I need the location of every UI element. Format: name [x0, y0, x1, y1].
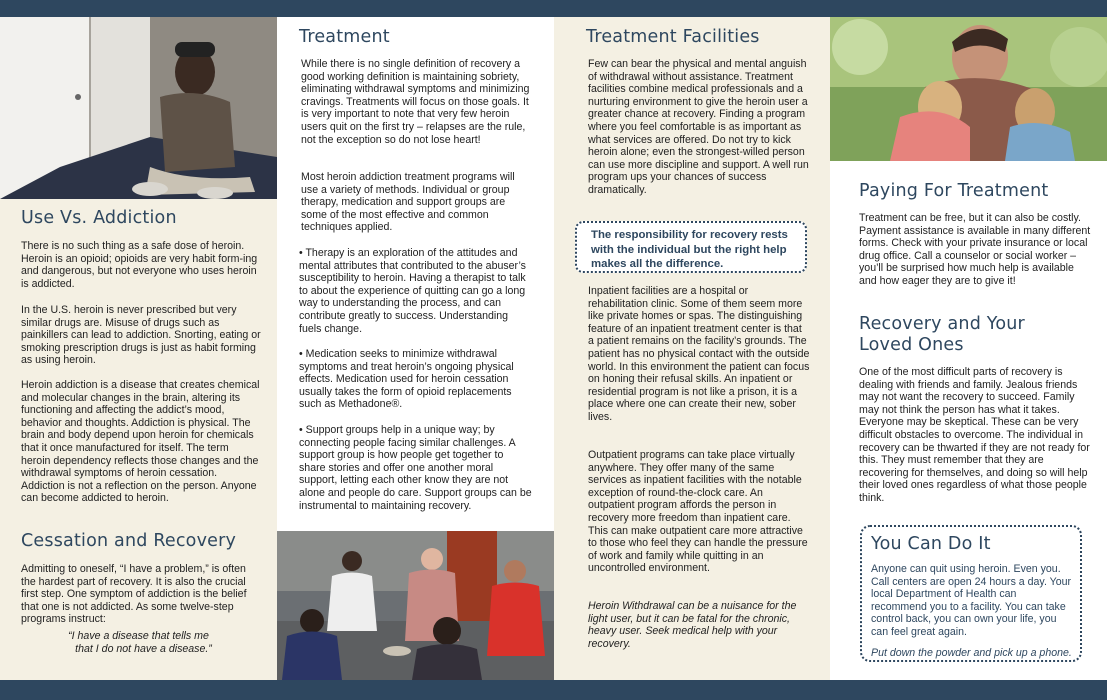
pull-quote-box [575, 221, 807, 273]
photo-man-in-corner [0, 17, 277, 199]
heading-use-vs-addiction: Use Vs. Addiction [21, 208, 177, 228]
panel-use-vs-addiction [0, 17, 277, 680]
withdrawal-warning: Heroin Withdrawal can be a nuisance for the light user, but it can be fatal for the chronic, heavy user. Seek medical help with your recovery. [588, 600, 797, 650]
cessation-paragraph: Admitting to oneself, “I have a problem,” is often the hardest part of recovery. It is also the crucial first step. One symptom of addiction is the belief that one is not addicted. As some twelve-step programs instruct: [21, 563, 247, 626]
top-band [0, 0, 1107, 17]
treatment-paragraph-1: While there is no single definition of recovery a good working definition is maintaining sobriety, eliminating withdrawal symptoms and minimizing cravings. Treatments will focus on those goals. It is very important to note that very few heroin users quit on the first try – relapses are the rule, not the exception so do not lose heart! [301, 58, 530, 146]
use-paragraph-1: There is no such thing as a safe dose of heroin. Heroin is an opioid; opioids are very habit form-ing and dangerous, but not everyone who uses heroin is addicted. [21, 240, 258, 290]
panel-treatment [277, 17, 554, 680]
panel-treatment-facilities [554, 17, 830, 680]
pull-quote-text: The responsibility for recovery rests with the individual but the right help makes all the difference. [591, 229, 788, 271]
heading-treatment: Treatment [299, 27, 390, 47]
heading-you-can-do-it: You Can Do It [871, 534, 991, 554]
heading-cessation-recovery: Cessation and Recovery [21, 531, 237, 551]
quote-line-2: that I do not have a disease.” [75, 643, 212, 655]
photo-family-embrace [830, 17, 1107, 161]
bullet-support-groups: • Support groups help in a unique way; by connecting people facing similar challenges. A support group is how people get together to share stories and offer one another moral support, letting each other know they are not alone and people do care. Support groups can be instrumental to maintaining recovery. [299, 424, 532, 512]
facilities-paragraph: Few can bear the physical and mental anguish of withdrawal without assistance. Treatment facilities combine medical professionals and a nurturing environment to give the heroin user a greater chance at recovery. Finding a program where you feel comfortable is as important as what services are offered. Do not try to kick heroin alone; even the strongest-willed person can use more discipline and support. A well run program ups your chances of success dramatically. [588, 58, 809, 196]
use-paragraph-2: In the U.S. heroin is never prescribed but very similar drugs are. Misuse of drugs such as painkillers can lead to addiction. Snorting, eating or smoking prescription drugs is just as habit forming as using heroin. [21, 304, 261, 367]
callout-tagline: Put down the powder and pick up a phone. [871, 646, 1072, 659]
heading-paying-for-treatment: Paying For Treatment [859, 181, 1049, 201]
callout-paragraph: Anyone can quit using heroin. Even you. Call centers are open 24 hours a day. Your local Department of Health can recommend you to a facility. You can take control back, you can own your life, you can feel great again. [871, 563, 1072, 638]
heading-treatment-facilities: Treatment Facilities [586, 27, 760, 47]
outpatient-paragraph: Outpatient programs can take place virtually anywhere. They offer many of the same services as inpatient facilities with the notable exception of round-the-clock care. An outpatient program affords the person in recovery more freedom than inpatient care. This can make outpatient care more attractive to those who feel they can handle the pressure of work and family while quitting in an uncontrolled environment. [588, 449, 808, 575]
inpatient-paragraph: Inpatient facilities are a hospital or rehabilitation clinic. Some of them seem more like private homes or spas. The distinguishing feature of an inpatient treatment center is that a patient remains on the facility’s grounds. The patient has no physical contact with the outside world. In this environment the patient can focus on honing their refusal skills. An inpatient or residential program is not like a prison, it is a place where one can create their new, sober lives. [588, 285, 810, 423]
photo-support-group [277, 531, 554, 680]
bottom-band [0, 680, 1107, 700]
bullet-therapy: • Therapy is an exploration of the attitudes and mental attributes that contributed to the abuser’s susceptibility to heroin. Having a therapist to talk to about the experience of quitting can go a long way to understanding the process, and can contribute greatly to success. Understanding fuels change. [299, 247, 526, 335]
use-paragraph-3: Heroin addiction is a disease that creates chemical and molecular changes in the brain, altering its functioning and affecting the addict’s mood, behavior and thoughts. Addiction is physical. The brain and body depend upon heroin for chemicals that it once manufactured for itself. The term heroin dependency reflects those changes and the withdrawal symptoms of heroin cessation. Addiction is not a reflection on the person. Anyone can become addicted to heroin. [21, 379, 260, 505]
heading-recovery-loved-ones-line-2: Loved Ones [859, 335, 964, 355]
you-can-do-it-callout [860, 525, 1082, 662]
treatment-paragraph-2: Most heroin addiction treatment programs will use a variety of methods. Individual or group therapy, medication and support groups are some of the most effective and common techniques applied. [301, 171, 515, 234]
heading-recovery-loved-ones-line-1: Recovery and Your [859, 314, 1025, 334]
quote-line-1: “I have a disease that tells me [68, 630, 209, 642]
paying-paragraph: Treatment can be free, but it can also be costly. Payment assistance is available in many different forms. Check with your private insurance or local drug office. Call a counselor or social worker – you’ll be surprised how much help is available and how eager they are to give it! [859, 212, 1091, 287]
panel-paying-and-loved-ones [830, 17, 1107, 680]
loved-ones-paragraph: One of the most difficult parts of recovery is dealing with friends and family. Jealous friends may not want the recovery to succeed. Family may not think the person has what it takes. Everyone may be skeptical. These can be very difficult obstacles to overcome. The individual in recovery can be thwarted if they are not ready for this. They must remember that they are recovering for themselves, and doing so will help their loved ones regardless of what those people think. [859, 366, 1090, 504]
bullet-medication: • Medication seeks to minimize withdrawal symptoms and treat heroin’s ongoing physical effects. Medication used for heroin cessation usually takes the form of opioid replacements such as Methadone®. [299, 348, 514, 411]
